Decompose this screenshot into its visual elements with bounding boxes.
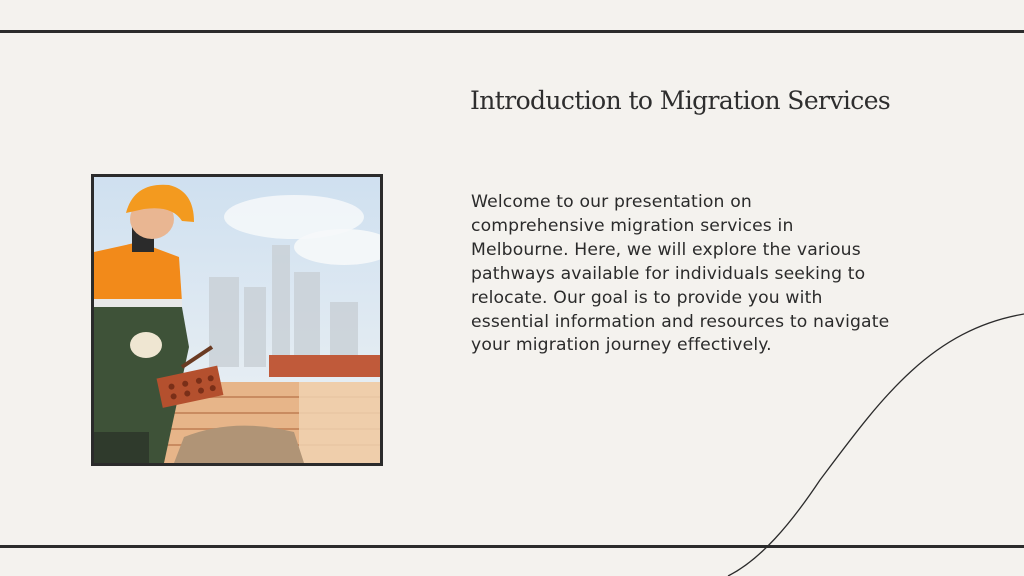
slide-body-text: Welcome to our presentation on comprehensive migration services in Melbourne. Here, we will explore the various pathways available for individuals seeking to relocate. Our goal is to provide you with essential information and resources to navigate your migration journey effectively. <box>471 192 890 356</box>
bricklayer-photo <box>91 174 383 466</box>
slide-title: Introduction to Migration Services <box>470 86 891 115</box>
